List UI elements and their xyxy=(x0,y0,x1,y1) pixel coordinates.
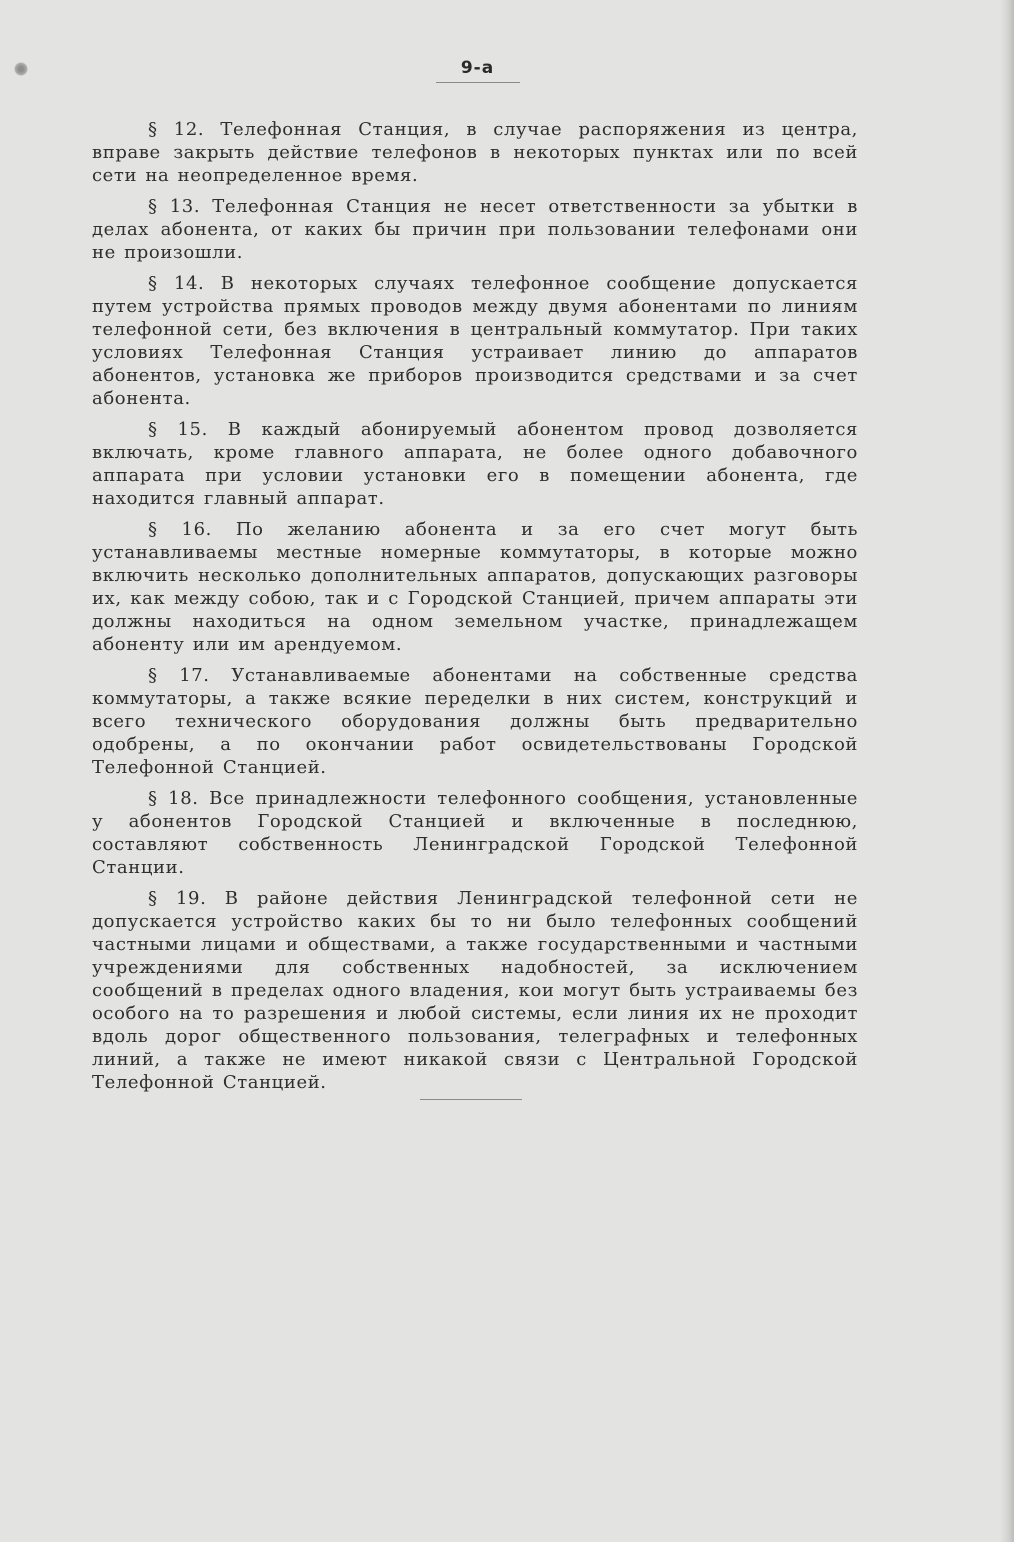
paragraph-15: § 15. В каждый абонируемый абонентом провод дозволяется включать, кроме главного аппарата, не более одного добавочного аппарата при условии установки его в помещении абонента, где находится главный аппарат. xyxy=(92,419,858,509)
page-edge-shadow xyxy=(1000,0,1014,1542)
end-rule xyxy=(420,1099,522,1100)
page-number: 9-а xyxy=(460,58,495,78)
paragraph-16: § 16. По желанию абонента и за его счет могут быть устанавливаемы местные номерные коммутаторы, в которые можно включить несколько дополнительных аппаратов, допускающих разговоры их, как между собою, так и с Городской Станцией, причем аппараты эти должны находиться на одном земельном участке, принадлежащем абоненту или им арендуемом. xyxy=(92,519,858,655)
paragraph-17: § 17. Устанавливаемые абонентами на собственные средства коммутаторы, а также всякие переделки в них систем, конструкций и всего технического оборудования должны быть предварительно одобрены, а по окончании работ освидетельствованы Городской Телефонной Станцией. xyxy=(92,665,858,778)
page-number-rule xyxy=(436,82,520,83)
paragraph-19: § 19. В районе действия Ленинградской телефонной сети не допускается устройство каких бы то ни было телефонных сообщений частными лицами и обществами, а также государственными и частными учреждениями для собственных надобностей, за исключением сообщений в пределах одного владения, кои могут быть устраиваемы без особого на то разрешения и любой системы, если линия их не проходит вдоль дорог общественного пользования, телеграфных и телефонных линий, а также не имеют никакой связи с Центральной Городской Телефонной Станцией. xyxy=(92,888,858,1093)
paragraph-12: § 12. Телефонная Станция, в случае распоряжения из центра, вправе закрыть действие телефонов в некоторых пунктах или по всей сети на неопределенное время. xyxy=(92,119,858,186)
paragraph-18: § 18. Все принадлежности телефонного сообщения, установленные у абонентов Городской Станцией и включенные в последнюю, составляют собственность Ленинградской Городской Телефонной Станции. xyxy=(92,788,858,878)
paragraph-14: § 14. В некоторых случаях телефонное сообщение допускается путем устройства прямых проводов между двумя абонентами по линиям телефонной сети, без включения в центральный коммутатор. При таких условиях Телефонная Станция устраивает линию до аппаратов абонентов, установка же приборов производится средствами и за счет абонента. xyxy=(92,273,858,409)
paragraph-13: § 13. Телефонная Станция не несет ответственности за убытки в делах абонента, от каких бы причин при пользовании телефонами они не произошли. xyxy=(92,196,858,263)
document-body xyxy=(92,118,858,1102)
